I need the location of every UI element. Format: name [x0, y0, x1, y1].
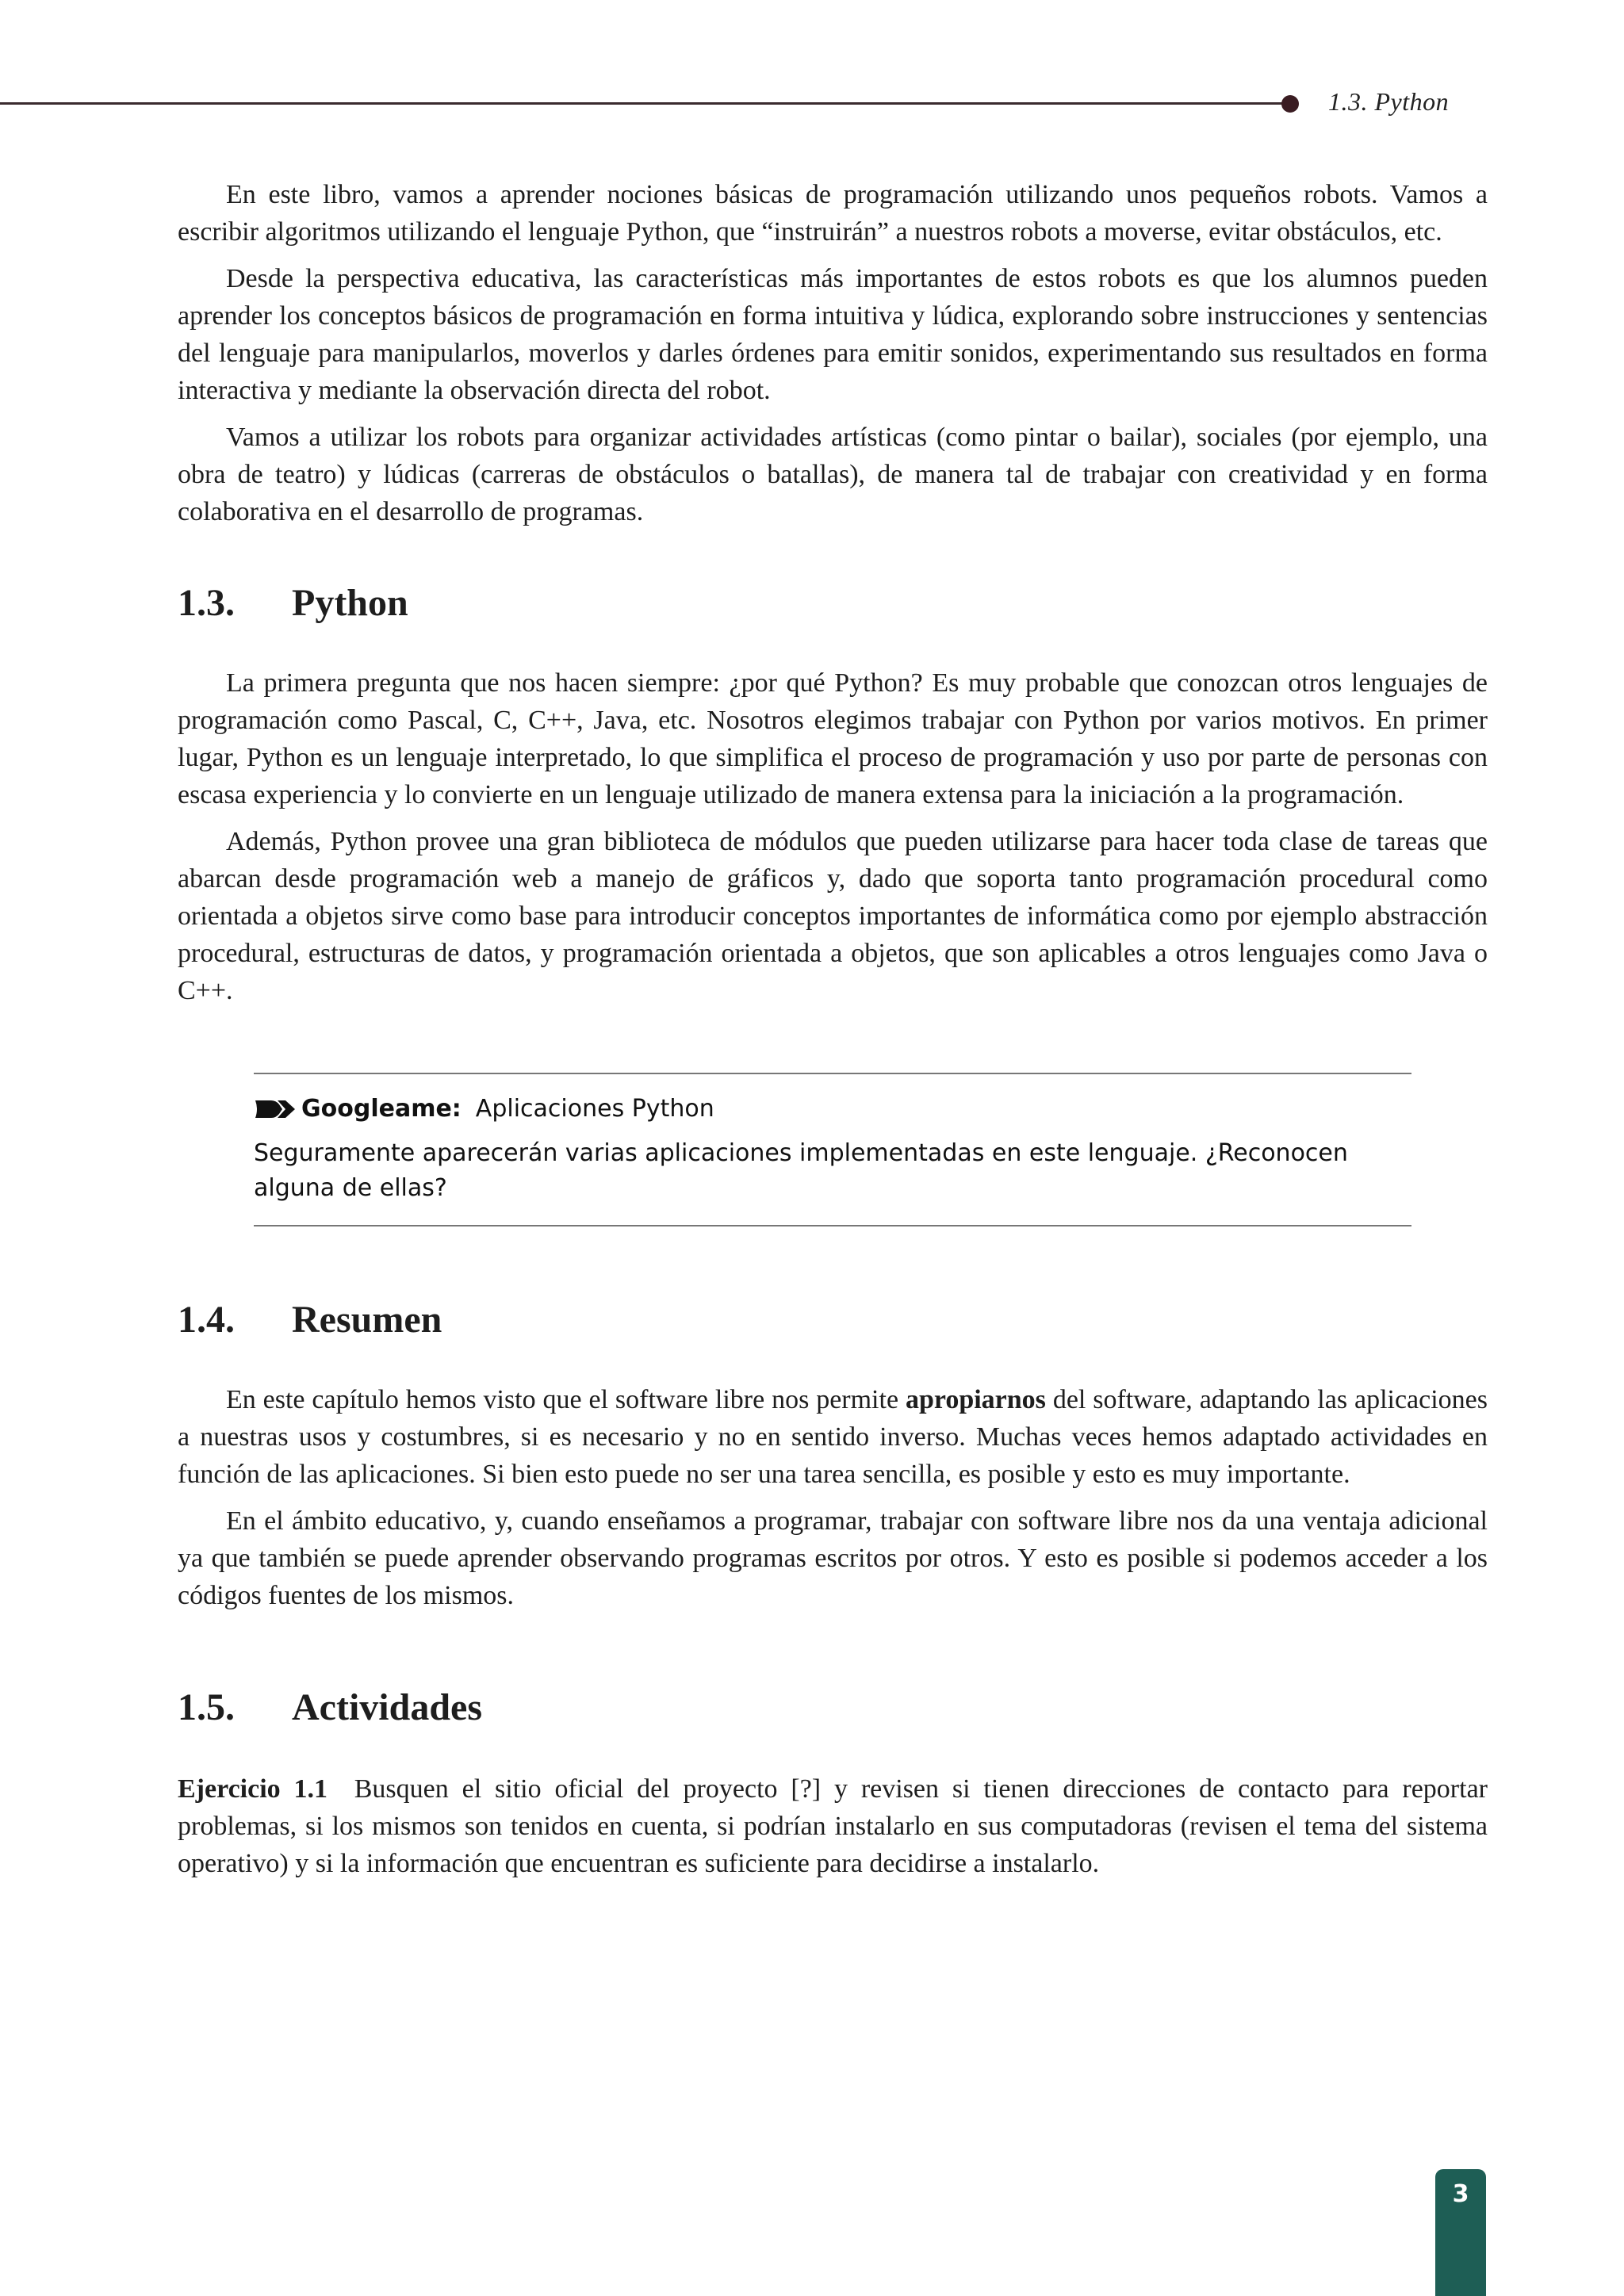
resumen-paragraph-2: En el ámbito educativo, y, cuando enseñamos a programar, trabajar con software libre nos da una ventaja adicional ya que también se puede aprender observando programas escritos por otros. Y esto es posible si podemos acceder a los códigos fuentes de los mismos. [178, 1506, 1488, 1610]
running-header: 1.3. Python [1328, 87, 1450, 116]
intro-paragraph-2: Desde la perspectiva educativa, las características más importantes de estos robots es que los alumnos pueden aprender los conceptos básicos de programación en forma intuitiva y lúdica, explorando sobre instrucciones y sentencias del lenguaje para manipularlos, moverlos y darles órdenes para emitir sonidos, experimentando sus resultados en forma interactiva y mediante la observación directa del robot. [178, 264, 1488, 405]
resumen-text-start: En este capítulo hemos visto que el software libre nos permite [226, 1385, 906, 1414]
googleame-callout [254, 1073, 1411, 1226]
arrow-icon [254, 1097, 298, 1121]
section-heading-actividades [178, 1686, 1488, 1729]
callout-label: Googleame: [301, 1095, 462, 1123]
resumen-paragraph-1 [178, 1381, 1488, 1493]
section-title: Resumen [292, 1299, 442, 1341]
callout-header [254, 1092, 1411, 1127]
intro-paragraph-1: En este libro, vamos a aprender nociones básicas de programación utilizando unos pequeños robots. Vamos a escribir algoritmos utilizando el lenguaje Python, que “instruirán” a nuestros robots a moverse, evitar obstáculos, etc. [178, 180, 1488, 247]
exercise-1-1 [178, 1770, 1488, 1882]
python-paragraph-2: Además, Python provee una gran biblioteca de módulos que pueden utilizarse para hacer toda clase de tareas que abarcan desde programación web a manejo de gráficos y, dado que soporta tanto programación procedural como orientada a objetos sirve como base para introducir conceptos importantes de informática como por ejemplo abstracción procedural, estructuras de datos, y programación orientada a objetos, que son aplicables a otros lenguajes como Java o C++. [178, 827, 1488, 1005]
page-number: 3 [1452, 2180, 1469, 2208]
section-number: 1.3. [178, 582, 235, 624]
header-rule [0, 102, 1286, 105]
section-title: Python [292, 582, 408, 624]
page-number-badge [1435, 2169, 1486, 2296]
python-paragraph-1: La primera pregunta que nos hacen siempre: ¿por qué Python? Es muy probable que conozcan otros lenguajes de programación como Pascal, C, C++, Java, etc. Nosotros elegimos trabajar con Python por varios motivos. En primer lugar, Python es un lenguaje interpretado, lo que simplifica el proceso de programación y uso por parte de personas con escasa experiencia y lo convierte en un lenguaje utilizado de manera extensa para la iniciación a la programación. [178, 668, 1488, 809]
section-number: 1.4. [178, 1299, 235, 1341]
emphasis-apropiarnos: apropiarnos [905, 1385, 1046, 1414]
callout-text: Seguramente aparecerán varias aplicaciones implementadas en este lenguaje. ¿Reconocen alguna de ellas? [254, 1139, 1348, 1202]
section-number: 1.5. [178, 1686, 235, 1728]
intro-paragraph-3: Vamos a utilizar los robots para organizar actividades artísticas (como pintar o bailar), sociales (por ejemplo, una obra de teatro) y lúdicas (carreras de obstáculos o batallas), de manera tal de trabajar con creatividad y en forma colaborativa en el desarrollo de programas. [178, 423, 1488, 526]
resumen-text-end: del software, adaptando las aplicaciones a nuestras usos y costumbres, si es necesario y no en sentido inverso. Muchas veces hemos adaptado actividades en función de las aplicaciones. Si bien esto puede no ser una tarea sencilla, es posible y esto es muy importante. [178, 1385, 1488, 1489]
exercise-label: Ejercicio 1.1 [178, 1774, 328, 1804]
callout-topic: Aplicaciones Python [475, 1095, 714, 1123]
section-heading-resumen [178, 1298, 1488, 1341]
exercise-text: Busquen el sitio oficial del proyecto [?] y revisen si tienen direcciones de contacto para reportar problemas, si los mismos son tenidos en cuenta, si podrían instalarlo en sus computadoras (revisen el tema del sistema operativo) y si la información que encuentran es suficiente para decidirse a instalarlo. [178, 1774, 1488, 1878]
section-heading-python [178, 581, 1488, 625]
page-content [178, 176, 1488, 1882]
header-bullet-icon [1281, 95, 1299, 113]
section-title: Actividades [292, 1686, 482, 1728]
